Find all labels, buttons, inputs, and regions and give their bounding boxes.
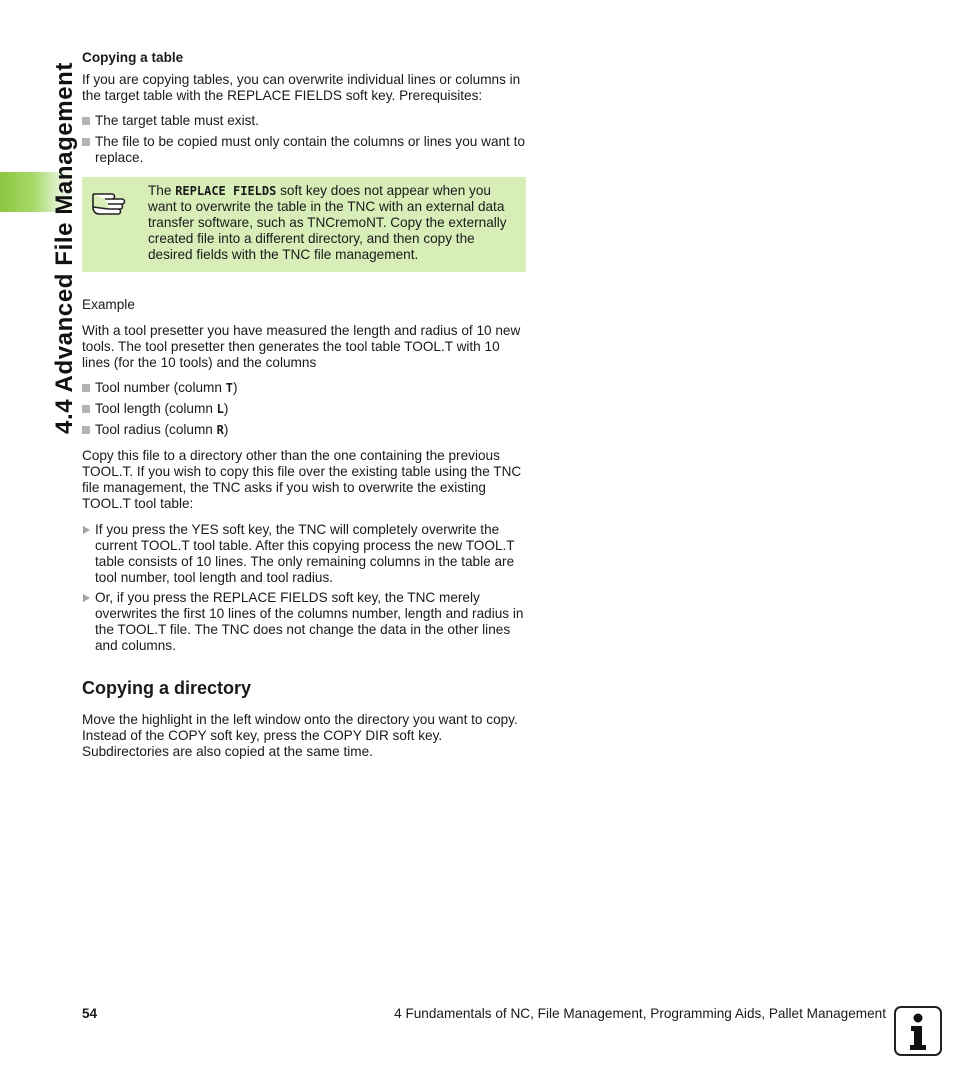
info-icon (894, 1006, 942, 1056)
section-heading-copy-directory: Copying a directory (82, 678, 252, 698)
copy-directory-text: Move the highlight in the left window onto the directory you want to copy. Instead of the COPY soft key, press the COPY DIR soft key. Subdirectories are also copied at the same time. (82, 712, 518, 759)
chapter-side-title: 4.4 Advanced File Management (51, 61, 78, 434)
copy-table-intro: If you are copying tables, you can overwrite individual lines or columns in the target table with the REPLACE FIELDS soft key. Prerequisites: (82, 72, 521, 103)
square-bullet-icon (82, 405, 90, 413)
example-label: Example (82, 297, 135, 312)
column-item: Tool radius (column R) (82, 422, 526, 438)
example-text: With a tool presetter you have measured the length and radius of 10 new tools. The tool presetter then generates the tool table TOOL.T with 10 lines (for the 10 tools) and the columns (82, 323, 521, 370)
column-item: Tool number (column T) (82, 380, 526, 396)
square-bullet-icon (82, 426, 90, 434)
column-item: Tool length (column L) (82, 401, 526, 417)
info-glyph-icon (896, 1008, 940, 1054)
footer-chapter: 4 Fundamentals of NC, File Management, Programming Aids, Pallet Management (394, 1006, 886, 1021)
square-bullet-icon (82, 138, 90, 146)
step-item: If you press the YES soft key, the TNC will completely overwrite the current TOOL.T tool table. After this copying process the new TOOL.T table consists of 10 lines. The only remaining columns in the table are tool number, tool length and tool radius. (82, 522, 526, 586)
section-heading-copy-table: Copying a table (82, 50, 184, 65)
copy-file-text: Copy this file to a directory other than the one containing the previous TOOL.T. If you wish to copy this file over the existing table using the TNC file management, the TNC asks if you wish to overwrite the existing TOOL.T tool table: (82, 448, 522, 511)
triangle-bullet-icon (83, 526, 90, 534)
note-box (82, 177, 526, 272)
square-bullet-icon (82, 384, 90, 392)
step-item: Or, if you press the REPLACE FIELDS soft key, the TNC merely overwrites the first 10 lines of the columns number, length and radius in the TOOL.T file. The TNC does not change the data in the other lines and columns. (82, 590, 526, 654)
soft-key-name: REPLACE FIELDS (175, 184, 277, 198)
square-bullet-icon (82, 117, 90, 125)
main-content (82, 50, 526, 760)
note-text: The REPLACE FIELDS soft key does not appear when you want to overwrite the table in the TNC with an external data transfer software, such as TNCremoNT. Copy the externally created file into a different directory, and then copy the desired fields with the TNC file management. (148, 183, 507, 262)
pointing-hand-icon (91, 185, 127, 215)
triangle-bullet-icon (83, 594, 90, 602)
prerequisite-item: The target table must exist. (82, 113, 526, 129)
prerequisite-item: The file to be copied must only contain the columns or lines you want to replace. (82, 134, 526, 166)
page-number: 54 (82, 1006, 98, 1021)
